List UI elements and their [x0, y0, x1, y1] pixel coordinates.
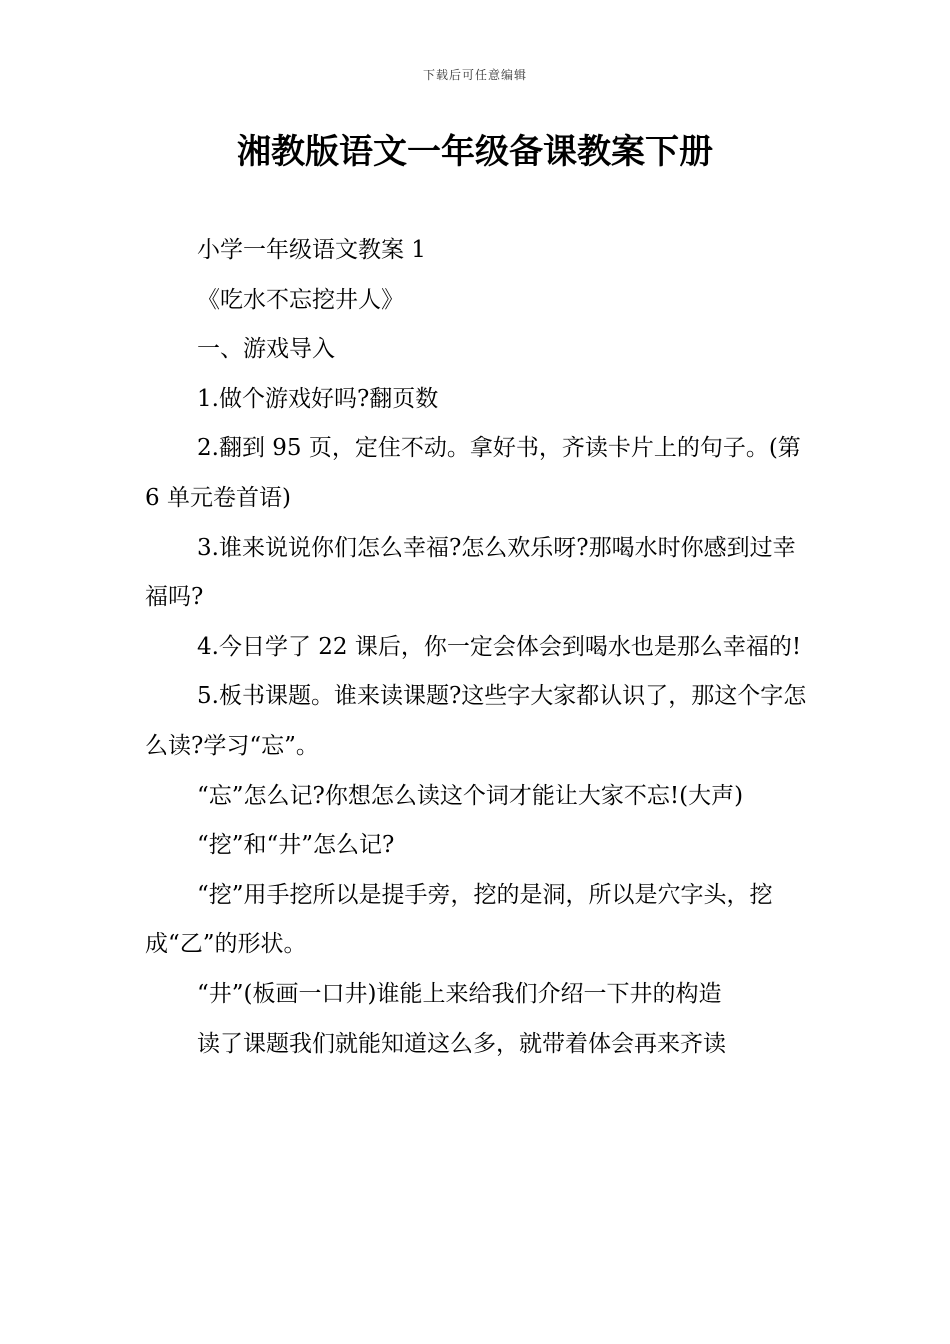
- paragraph-jing: “井”(板画一口井)谁能上来给我们介绍一下井的构造: [197, 980, 722, 1007]
- paragraph-step-3: 3.谁来说说你们怎么幸福?怎么欢乐呀?那喝水时你感到过幸福吗?: [145, 534, 796, 611]
- paragraph-step-2: 2.翻到 95 页，定住不动。拿好书，齐读卡片上的句子。(第 6 单元卷首语): [145, 435, 809, 511]
- paragraph-step-5: 5.板书课题。谁来读课题?这些字大家都认识了，那这个字怎么读?学习“忘”。: [145, 683, 807, 759]
- document-title: 湘教版语文一年级备课教案下册: [237, 132, 713, 172]
- paragraph-lesson-title: 《吃水不忘挖井人》: [197, 286, 404, 313]
- paragraph-section-heading: 一、游戏导入: [197, 336, 335, 363]
- paragraph-step-4: 4.今日学了 22 课后，你一定会体会到喝水也是那么幸福的!: [197, 633, 802, 660]
- paragraph-step-1: 1.做个游戏好吗?翻页数: [197, 385, 439, 412]
- document-body: [145, 226, 815, 1069]
- paragraph-wang: “忘”怎么记?你想怎么读这个词才能让大家不忘!(大声): [197, 782, 744, 809]
- paragraph-wa-jing-question: “挖”和“井”怎么记?: [197, 832, 395, 859]
- paragraph-wa: “挖”用手挖所以是提手旁，挖的是洞，所以是穴字头，挖成“乙”的形状。: [145, 881, 773, 958]
- paragraph-reread: 读了课题我们就能知道这么多，就带着体会再来齐读: [197, 1030, 726, 1057]
- page-header-note: 下载后可任意编辑: [422, 68, 527, 82]
- paragraph-lesson-heading: 小学一年级语文教案 1: [197, 237, 426, 263]
